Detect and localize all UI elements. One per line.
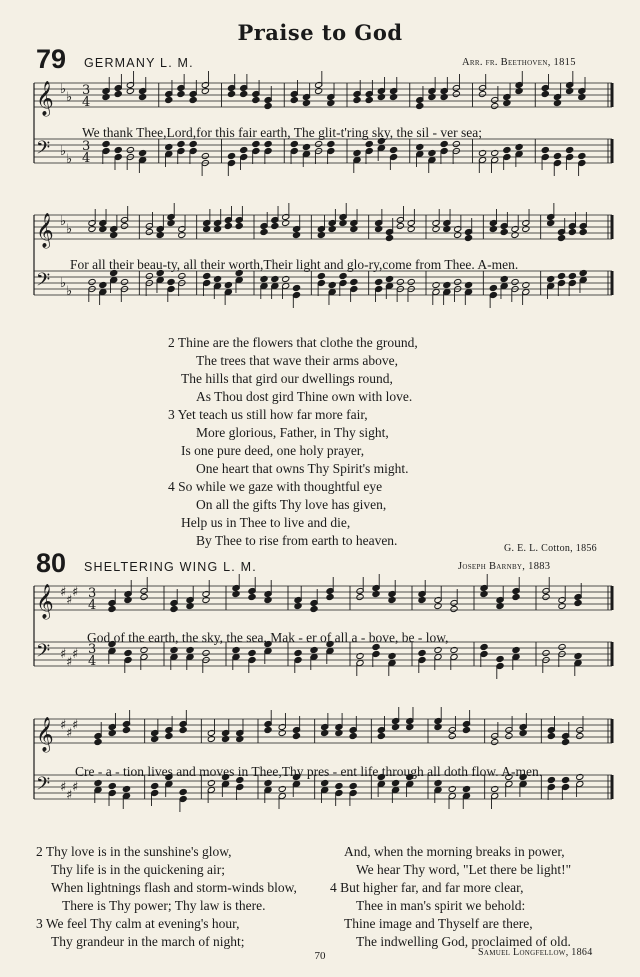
note-head xyxy=(505,732,513,739)
note-head xyxy=(576,732,584,739)
hymn-79-author: G. E. L. Cotton, 1856 xyxy=(504,543,597,554)
hymn-79-verse-4-line-3: Help us in Thee to live and die, xyxy=(181,515,351,530)
note-head xyxy=(452,90,460,97)
note-head xyxy=(186,602,194,609)
hymn-79-lyric-line-2: For all their beau-ty, all their worth,Their light and glo-ry,come from Thee. A-men. xyxy=(70,257,519,272)
hymn-80-verse-3-line-4: We hear Thy word, "Let there be light!" xyxy=(356,862,572,877)
note-head xyxy=(388,596,396,603)
key-signature-icon: ♯ xyxy=(60,647,67,662)
note-head xyxy=(282,219,290,226)
hymn-80-verse-2-line-4: There is Thy power; Thy law is there. xyxy=(62,898,266,913)
note-head xyxy=(491,149,499,156)
note-head xyxy=(365,140,373,147)
note-head xyxy=(189,140,197,147)
note-head xyxy=(385,275,393,282)
note-head xyxy=(478,90,486,97)
note-head xyxy=(94,738,102,745)
note-head xyxy=(576,773,584,780)
note-head xyxy=(327,140,335,147)
note-head xyxy=(372,590,380,597)
note-head xyxy=(450,646,458,653)
note-head xyxy=(512,593,520,600)
bass-clef-icon: 𝄢 xyxy=(36,641,51,666)
note-head xyxy=(248,649,256,656)
note-head xyxy=(120,278,128,285)
key-signature-icon: ♭ xyxy=(60,276,67,291)
note-head xyxy=(248,593,256,600)
hymn-80-number: 80 xyxy=(36,548,67,578)
note-head xyxy=(339,272,347,279)
note-head xyxy=(349,782,357,789)
key-signature-icon: ♯ xyxy=(66,788,73,803)
time-signature-top: 3 xyxy=(88,642,97,657)
note-head xyxy=(317,231,325,238)
note-head xyxy=(496,602,504,609)
note-head xyxy=(139,149,147,156)
note-head xyxy=(165,143,173,150)
note-head xyxy=(396,222,404,229)
note-head xyxy=(177,140,185,147)
key-signature-icon: ♭ xyxy=(60,214,67,229)
note-head xyxy=(448,785,456,792)
note-head xyxy=(201,87,209,94)
note-head xyxy=(350,225,358,232)
note-head xyxy=(434,602,442,609)
note-head xyxy=(94,779,102,786)
note-head xyxy=(428,149,436,156)
hymn-79-verse-3-line-4: One heart that owns Thy Spirit's might. xyxy=(196,461,409,476)
note-head xyxy=(454,231,462,238)
note-head xyxy=(519,729,527,736)
note-head xyxy=(186,646,194,653)
note-head xyxy=(491,785,499,792)
note-head xyxy=(321,779,329,786)
note-head xyxy=(434,779,442,786)
note-head xyxy=(178,272,186,279)
note-head xyxy=(574,599,582,606)
hymn-80-verse-3-line-1: 3 We feel Thy calm at evening's hour, xyxy=(36,916,240,931)
note-head xyxy=(542,649,550,656)
note-head xyxy=(353,149,361,156)
time-signature-bottom: 4 xyxy=(88,598,97,613)
bass-clef-icon: 𝄢 xyxy=(36,270,51,295)
note-head xyxy=(385,234,393,241)
note-head xyxy=(392,779,400,786)
note-head xyxy=(328,225,336,232)
note-head xyxy=(578,152,586,159)
hymn-79-verse-4-line-4: By Thee to rise from earth to heaven. xyxy=(196,533,398,548)
note-head xyxy=(432,281,440,288)
hymn-79-verse-2-line-2: The trees that wave their arms above, xyxy=(196,353,399,368)
note-head xyxy=(328,281,336,288)
note-head xyxy=(179,726,187,733)
hymn-80-verse-4-line-4: The indwelling God, proclaimed of old. xyxy=(356,934,571,949)
note-head xyxy=(547,776,555,783)
note-head xyxy=(356,593,364,600)
note-head xyxy=(264,779,272,786)
note-head xyxy=(271,275,279,282)
note-head xyxy=(201,152,209,159)
bass-clef-icon: 𝄢 xyxy=(36,774,51,799)
hymn-80-verse-2-line-2: Thy life is in the quickening air; xyxy=(51,862,225,877)
note-head xyxy=(264,102,272,109)
note-head xyxy=(264,596,272,603)
hymn-80-composer: Joseph Barnby, 1883 xyxy=(458,561,551,572)
note-head xyxy=(392,723,400,730)
time-signature-bottom: 4 xyxy=(82,95,91,110)
note-head xyxy=(207,779,215,786)
note-head xyxy=(326,593,334,600)
hymn-80-verse-2-line-1: 2 Thy love is in the sunshine's glow, xyxy=(36,844,232,859)
note-head xyxy=(292,732,300,739)
note-head xyxy=(170,646,178,653)
note-head xyxy=(102,93,110,100)
note-head xyxy=(500,228,508,235)
hymn-80-lyric-line-1: God of the earth, the sky, the sea, Mak - er of all a - bove, be - low, xyxy=(87,630,449,645)
note-head xyxy=(478,149,486,156)
hymn-79-verse-2-line-4: As Thou dost gird Thine own with love. xyxy=(196,389,413,404)
note-head xyxy=(278,729,286,736)
note-head xyxy=(114,146,122,153)
note-head xyxy=(189,96,197,103)
note-head xyxy=(178,231,186,238)
note-head xyxy=(108,729,116,736)
note-head xyxy=(579,269,587,276)
key-signature-icon: ♭ xyxy=(60,82,67,97)
note-head xyxy=(327,99,335,106)
hymn-79-verse-2-line-3: The hills that gird our dwellings round, xyxy=(181,371,393,386)
note-head xyxy=(114,90,122,97)
note-head xyxy=(511,278,519,285)
note-head xyxy=(566,87,574,94)
note-head xyxy=(167,219,175,226)
hymn-79-verse-2-line-1: 2 Thine are the flowers that clothe the ground, xyxy=(168,335,418,350)
note-head xyxy=(260,275,268,282)
key-signature-icon: ♭ xyxy=(66,152,73,167)
note-head xyxy=(390,146,398,153)
hymn-80-verse-4-line-3: Thine image and Thyself are there, xyxy=(344,916,533,931)
note-head xyxy=(202,649,210,656)
hymn-80-verse-2-line-3: When lightnings flash and storm-winds blow, xyxy=(51,880,297,895)
note-head xyxy=(179,788,187,795)
note-head xyxy=(88,225,96,232)
note-head xyxy=(515,87,523,94)
note-head xyxy=(356,652,364,659)
note-head xyxy=(240,90,248,97)
bass-clef-icon: 𝄢 xyxy=(36,138,51,163)
hymn-80-verse-3-line-3: And, when the morning breaks in power, xyxy=(344,844,565,859)
note-head xyxy=(156,231,164,238)
note-head xyxy=(562,738,570,745)
note-head xyxy=(579,228,587,235)
note-head xyxy=(339,219,347,226)
note-head xyxy=(290,140,298,147)
hymn-79-verse-4-line-2: On all the gifts Thy love has given, xyxy=(196,497,387,512)
key-signature-icon: ♯ xyxy=(72,718,79,733)
key-signature-icon: ♯ xyxy=(60,718,67,733)
note-head xyxy=(377,93,385,100)
note-head xyxy=(443,225,451,232)
note-head xyxy=(260,228,268,235)
note-head xyxy=(315,87,323,94)
note-head xyxy=(568,272,576,279)
time-signature-top: 3 xyxy=(88,586,97,601)
note-head xyxy=(102,140,110,147)
note-head xyxy=(365,96,373,103)
note-head xyxy=(448,732,456,739)
note-head xyxy=(547,219,555,226)
treble-clef-icon: 𝄞 xyxy=(36,584,54,619)
note-head xyxy=(522,281,530,288)
note-head xyxy=(252,96,260,103)
page-number: 70 xyxy=(314,950,326,962)
note-head xyxy=(227,152,235,159)
hymn-80-tune-name: SHELTERING WING L. M. xyxy=(84,560,257,574)
note-head xyxy=(390,93,398,100)
note-head xyxy=(480,590,488,597)
note-head xyxy=(452,140,460,147)
note-head xyxy=(558,643,566,650)
note-head xyxy=(416,143,424,150)
time-signature-bottom: 4 xyxy=(82,151,91,166)
note-head xyxy=(151,782,159,789)
note-head xyxy=(557,234,565,241)
note-head xyxy=(375,225,383,232)
note-head xyxy=(126,146,134,153)
note-head xyxy=(489,284,497,291)
note-head xyxy=(99,281,107,288)
key-signature-icon: ♭ xyxy=(66,284,73,299)
hymn-80-verse-4-line-2: Thee in man's spirit we behold: xyxy=(356,898,526,913)
note-head xyxy=(232,590,240,597)
note-head xyxy=(122,726,130,733)
note-head xyxy=(108,782,116,789)
note-head xyxy=(99,225,107,232)
note-head xyxy=(321,729,329,736)
hymn-80-verse-4-line-1: 4 But higher far, and far more clear, xyxy=(330,880,524,895)
key-signature-icon: ♯ xyxy=(60,585,67,600)
note-head xyxy=(375,278,383,285)
time-signature-top: 3 xyxy=(82,139,91,154)
key-signature-icon: ♯ xyxy=(72,780,79,795)
hymn-80-lyric-line-2: Cre - a - tion lives and moves in Thee,Thy pres - ent life through all doth flow. A-men. xyxy=(75,764,543,779)
note-head xyxy=(145,272,153,279)
note-head xyxy=(240,146,248,153)
note-head xyxy=(578,93,586,100)
key-signature-icon: ♯ xyxy=(60,780,67,795)
note-head xyxy=(396,278,404,285)
key-signature-icon: ♯ xyxy=(66,726,73,741)
note-head xyxy=(278,785,286,792)
note-head xyxy=(335,729,343,736)
note-head xyxy=(294,602,302,609)
hymn-79-verse-4-line-1: 4 So while we gaze with thoughtful eye xyxy=(168,479,383,494)
hymn-80-verse-3-line-2: Thy grandeur in the march of night; xyxy=(51,934,245,949)
note-head xyxy=(227,90,235,97)
note-head xyxy=(377,732,385,739)
key-signature-icon: ♯ xyxy=(72,647,79,662)
note-head xyxy=(235,222,243,229)
key-signature-icon: ♭ xyxy=(66,90,73,105)
note-head xyxy=(416,102,424,109)
note-head xyxy=(407,278,415,285)
hymn-79-verse-3-line-1: 3 Yet teach us still how far more fair, xyxy=(168,407,368,422)
treble-clef-icon: 𝄞 xyxy=(36,717,54,752)
note-head xyxy=(503,146,511,153)
note-head xyxy=(170,605,178,612)
note-head xyxy=(480,643,488,650)
note-head xyxy=(512,646,520,653)
note-head xyxy=(236,735,244,742)
note-head xyxy=(292,284,300,291)
note-head xyxy=(558,602,566,609)
note-head xyxy=(388,652,396,659)
note-head xyxy=(553,152,561,159)
note-head xyxy=(252,140,260,147)
note-head xyxy=(151,735,159,742)
note-head xyxy=(568,228,576,235)
note-head xyxy=(464,281,472,288)
note-head xyxy=(557,272,565,279)
note-head xyxy=(407,225,415,232)
note-head xyxy=(547,732,555,739)
key-signature-icon: ♭ xyxy=(60,144,67,159)
note-head xyxy=(432,225,440,232)
note-head xyxy=(165,732,173,739)
note-head xyxy=(122,785,130,792)
hymn-79-verse-3-line-2: More glorious, Father, in Thy sight, xyxy=(196,425,389,440)
note-head xyxy=(511,231,519,238)
note-head xyxy=(203,225,211,232)
note-head xyxy=(290,96,298,103)
note-head xyxy=(88,278,96,285)
note-head xyxy=(503,99,511,106)
note-head xyxy=(264,726,272,733)
note-head xyxy=(203,272,211,279)
note-head xyxy=(515,143,523,150)
key-signature-icon: ♭ xyxy=(66,222,73,237)
note-head xyxy=(317,272,325,279)
hymn-79-number: 79 xyxy=(36,44,67,74)
note-head xyxy=(165,96,173,103)
note-head xyxy=(462,785,470,792)
note-head xyxy=(553,99,561,106)
note-head xyxy=(264,140,272,147)
note-head xyxy=(310,646,318,653)
note-head xyxy=(232,646,240,653)
note-head xyxy=(491,738,499,745)
note-head xyxy=(489,225,497,232)
hymn-79-tune-name: GERMANY L. M. xyxy=(84,56,194,70)
note-head xyxy=(213,275,221,282)
note-head xyxy=(496,655,504,662)
note-head xyxy=(213,225,221,232)
note-head xyxy=(542,593,550,600)
hymn-79-lyric-line-1: We thank Thee,Lord,for this fair earth, The glit-t'ring sky, the sil - ver sea; xyxy=(82,125,482,140)
note-head xyxy=(406,723,414,730)
note-head xyxy=(350,278,358,285)
note-head xyxy=(167,278,175,285)
page-title: Praise to God xyxy=(237,20,403,45)
note-head xyxy=(139,93,147,100)
note-head xyxy=(434,646,442,653)
note-head xyxy=(353,96,361,103)
note-head xyxy=(140,646,148,653)
note-head xyxy=(124,596,132,603)
time-signature-top: 3 xyxy=(82,83,91,98)
note-head xyxy=(562,776,570,783)
note-head xyxy=(500,275,508,282)
note-head xyxy=(302,99,310,106)
note-head xyxy=(202,596,210,603)
key-signature-icon: ♯ xyxy=(72,585,79,600)
note-head xyxy=(491,102,499,109)
hymn-79-verse-3-line-3: Is one pure deed, one holy prayer, xyxy=(181,443,365,458)
note-head xyxy=(282,275,290,282)
note-head xyxy=(428,93,436,100)
note-head xyxy=(294,649,302,656)
note-head xyxy=(450,605,458,612)
hymn-79-composer: Arr. fr. Beethoven, 1815 xyxy=(462,57,576,68)
note-head xyxy=(271,222,279,229)
note-head xyxy=(110,231,118,238)
note-head xyxy=(443,281,451,288)
note-head xyxy=(418,596,426,603)
note-head xyxy=(207,735,215,742)
note-head xyxy=(418,649,426,656)
hymn-80-author: Samuel Longfellow, 1864 xyxy=(478,947,593,958)
note-head xyxy=(547,275,555,282)
note-head xyxy=(566,146,574,153)
key-signature-icon: ♯ xyxy=(66,655,73,670)
note-head xyxy=(292,231,300,238)
note-head xyxy=(145,228,153,235)
note-head xyxy=(310,605,318,612)
note-head xyxy=(541,90,549,97)
note-head xyxy=(574,652,582,659)
note-head xyxy=(434,723,442,730)
note-head xyxy=(108,605,116,612)
note-head xyxy=(349,732,357,739)
note-head xyxy=(440,93,448,100)
note-head xyxy=(440,140,448,147)
treble-clef-icon: 𝄞 xyxy=(36,213,54,248)
note-head xyxy=(126,87,134,94)
key-signature-icon: ♯ xyxy=(66,593,73,608)
note-head xyxy=(522,225,530,232)
note-head xyxy=(224,222,232,229)
note-head xyxy=(222,735,230,742)
treble-clef-icon: 𝄞 xyxy=(36,81,54,116)
note-head xyxy=(124,649,132,656)
note-head xyxy=(462,726,470,733)
note-head xyxy=(454,278,462,285)
note-head xyxy=(177,90,185,97)
note-head xyxy=(120,222,128,229)
note-head xyxy=(140,593,148,600)
note-head xyxy=(302,143,310,150)
note-head xyxy=(541,146,549,153)
note-head xyxy=(335,782,343,789)
note-head xyxy=(315,140,323,147)
note-head xyxy=(464,234,472,241)
time-signature-bottom: 4 xyxy=(88,654,97,669)
note-head xyxy=(224,281,232,288)
